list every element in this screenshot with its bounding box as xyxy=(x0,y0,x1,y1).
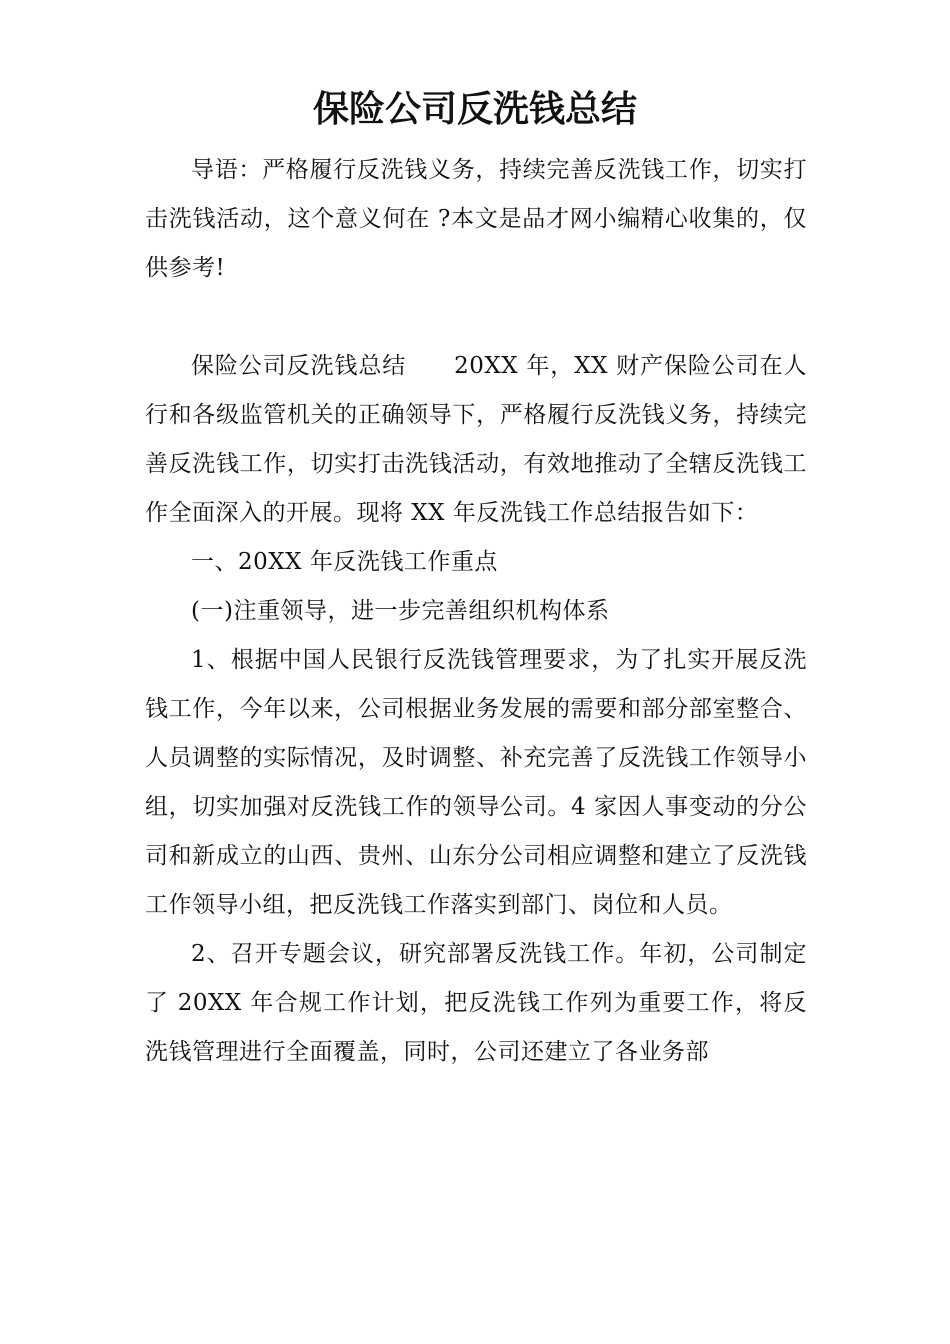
body-paragraph-1: 1、根据中国人民银行反洗钱管理要求，为了扎实开展反洗钱工作，今年以来，公司根据业务发展的需要和部分部室整合、人员调整的实际情况，及时调整、补充完善了反洗钱工作领导小组，切实加强对反洗钱工作的领导公司。4 家因人事变动的分公司和新成立的山西、贵州、山东分公司相应调整和建立了反洗钱工作领导小组，把反洗钱工作落实到部门、岗位和人员。 xyxy=(145,647,807,918)
paragraph-spacer xyxy=(145,293,807,342)
body-paragraph-2: 2、召开专题会议，研究部署反洗钱工作。年初，公司制定了 20XX 年合规工作计划，把反洗钱工作列为重要工作，将反洗钱管理进行全面覆盖，同时，公司还建立了各业务部 xyxy=(145,941,807,1065)
document-body xyxy=(145,146,807,1077)
subsection-heading: (一)注重领导，进一步完善组织机构体系 xyxy=(191,598,610,624)
summary-lead: 保险公司反洗钱总结 xyxy=(191,353,407,379)
summary-body: 20XX 年，XX 财产保险公司在人行和各级监管机关的正确领导下，严格履行反洗钱义务，持续完善反洗钱工作，切实打击洗钱活动，有效地推动了全辖反洗钱工作全面深入的开展。现将 XX 年反洗钱工作总结报告如下： xyxy=(145,353,808,526)
section-heading: 一、20XX 年反洗钱工作重点 xyxy=(191,549,498,575)
document-title: 保险公司反洗钱总结 xyxy=(312,88,637,130)
intro-paragraph: 导语：严格履行反洗钱义务，持续完善反洗钱工作，切实打击洗钱活动，这个意义何在 ?本文是品才网小编精心收集的，仅供参考! xyxy=(145,157,807,281)
summary-paragraph xyxy=(145,342,807,538)
